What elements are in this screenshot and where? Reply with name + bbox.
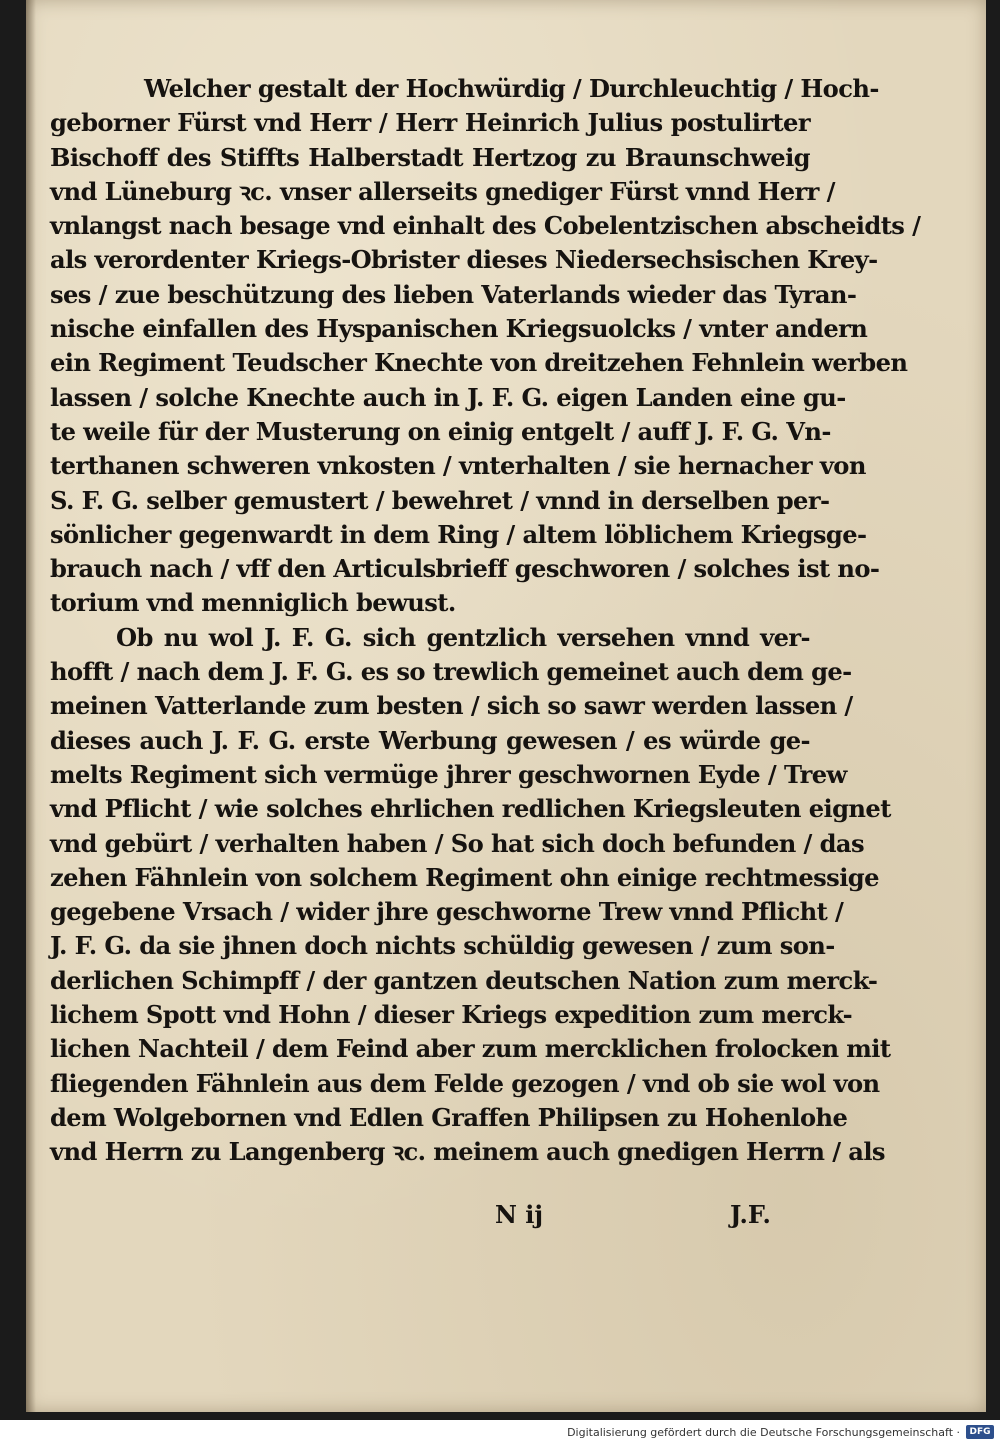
dfg-logo-icon: DFG: [966, 1425, 994, 1439]
text-line: dem Wolgebornen vnd Edlen Graffen Philipsen zu Hohenlohe: [50, 1102, 848, 1132]
text-line: ein Regiment Teudscher Knechte von dreitzehen Fehnlein werben: [50, 348, 908, 378]
text-line: nische einfallen des Hyspanischen Kriegsuolcks / vnter andern: [50, 314, 868, 344]
text-line: vnd gebürt / verhalten haben / So hat sich doch befunden / das: [50, 828, 865, 858]
text-line: lassen / solche Knechte auch in J. F. G. eigen Landen eine gu-: [50, 382, 846, 412]
text-line: J. F. G. da sie jhnen doch nichts schüldig gewesen / zum son-: [50, 931, 835, 961]
text-line: brauch nach / vff den Articulsbrieff geschworen / solches ist no-: [50, 554, 880, 584]
text-line: melts Regiment sich vermüge jhrer geschwornen Eyde / Trew: [50, 759, 847, 789]
text-line: fliegenden Fähnlein aus dem Felde gezogen / vnd ob sie wol von: [50, 1068, 880, 1098]
scanned-page: [26, 0, 986, 1412]
text-line: sönlicher gegenwardt in dem Ring / altem löblichem Kriegsge-: [50, 519, 867, 549]
text-line: torium vnd menniglich bewust.: [50, 588, 456, 618]
text-line: lichen Nachteil / dem Feind aber zum mercklichen frolocken mit: [50, 1034, 891, 1064]
text-line: derlichen Schimpff / der gantzen deutschen Nation zum merck-: [50, 965, 878, 995]
text-line: ses / zue beschützung des lieben Vaterlands wieder das Tyran-: [50, 279, 857, 309]
text-line: lichem Spott vnd Hohn / dieser Kriegs expedition zum merck-: [50, 1000, 853, 1030]
catchword: J.F.: [730, 1200, 771, 1229]
text-line: meinen Vatterlande zum besten / sich so sawr werden lassen /: [50, 691, 853, 721]
gutter-shadow: [26, 0, 36, 1412]
text-line: gegebene Vrsach / wider jhre geschworne Trew vnnd Pflicht /: [50, 897, 844, 927]
signature-mark: N ij: [495, 1200, 544, 1229]
text-line: terthanen schweren vnkosten / vnterhalten / sie hernacher von: [50, 451, 866, 481]
text-line: vnd Lüneburg ꝛc. vnser allerseits gnediger Fürst vnnd Herr /: [50, 176, 835, 206]
text-line: zehen Fähnlein von solchem Regiment ohn einige rechtmessige: [50, 862, 879, 892]
text-line: geborner Fürst vnd Herr / Herr Heinrich Julius postulirter: [50, 108, 810, 138]
text-line: vnd Herrn zu Langenberg ꝛc. meinem auch gnedigen Herrn / als: [50, 1137, 885, 1167]
text-line: Welcher gestalt der Hochwürdig / Durchleuchtig / Hoch-: [144, 74, 879, 103]
page-footer: [50, 1200, 810, 1234]
text-line: Bischoff des Stiffts Halberstadt Hertzog zu Braunschweig: [50, 142, 810, 172]
body-text: [50, 72, 921, 1170]
text-line: vnd Pflicht / wie solches ehrlichen redlichen Kriegsleuten eignet: [50, 794, 891, 824]
text-line: vnlangst nach besage vnd einhalt des Cobelentzischen abscheidts /: [50, 211, 921, 241]
text-line: als verordenter Kriegs-Obrister dieses Niedersechsischen Krey-: [50, 245, 878, 275]
text-line: Ob nu wol J. F. G. sich gentzlich versehen vnnd ver-: [116, 622, 810, 652]
text-line: te weile für der Musterung on einig entgelt / auff J. F. G. Vn-: [50, 416, 831, 446]
credit-bar: [0, 1420, 1000, 1444]
text-line: dieses auch J. F. G. erste Werbung gewesen / es würde ge-: [50, 725, 810, 755]
funding-credit: Digitalisierung gefördert durch die Deutsche Forschungsgemeinschaft ·: [567, 1426, 960, 1439]
text-line: hofft / nach dem J. F. G. es so trewlich gemeinet auch dem ge-: [50, 657, 852, 687]
text-line: S. F. G. selber gemustert / bewehret / vnnd in derselben per-: [50, 485, 830, 515]
